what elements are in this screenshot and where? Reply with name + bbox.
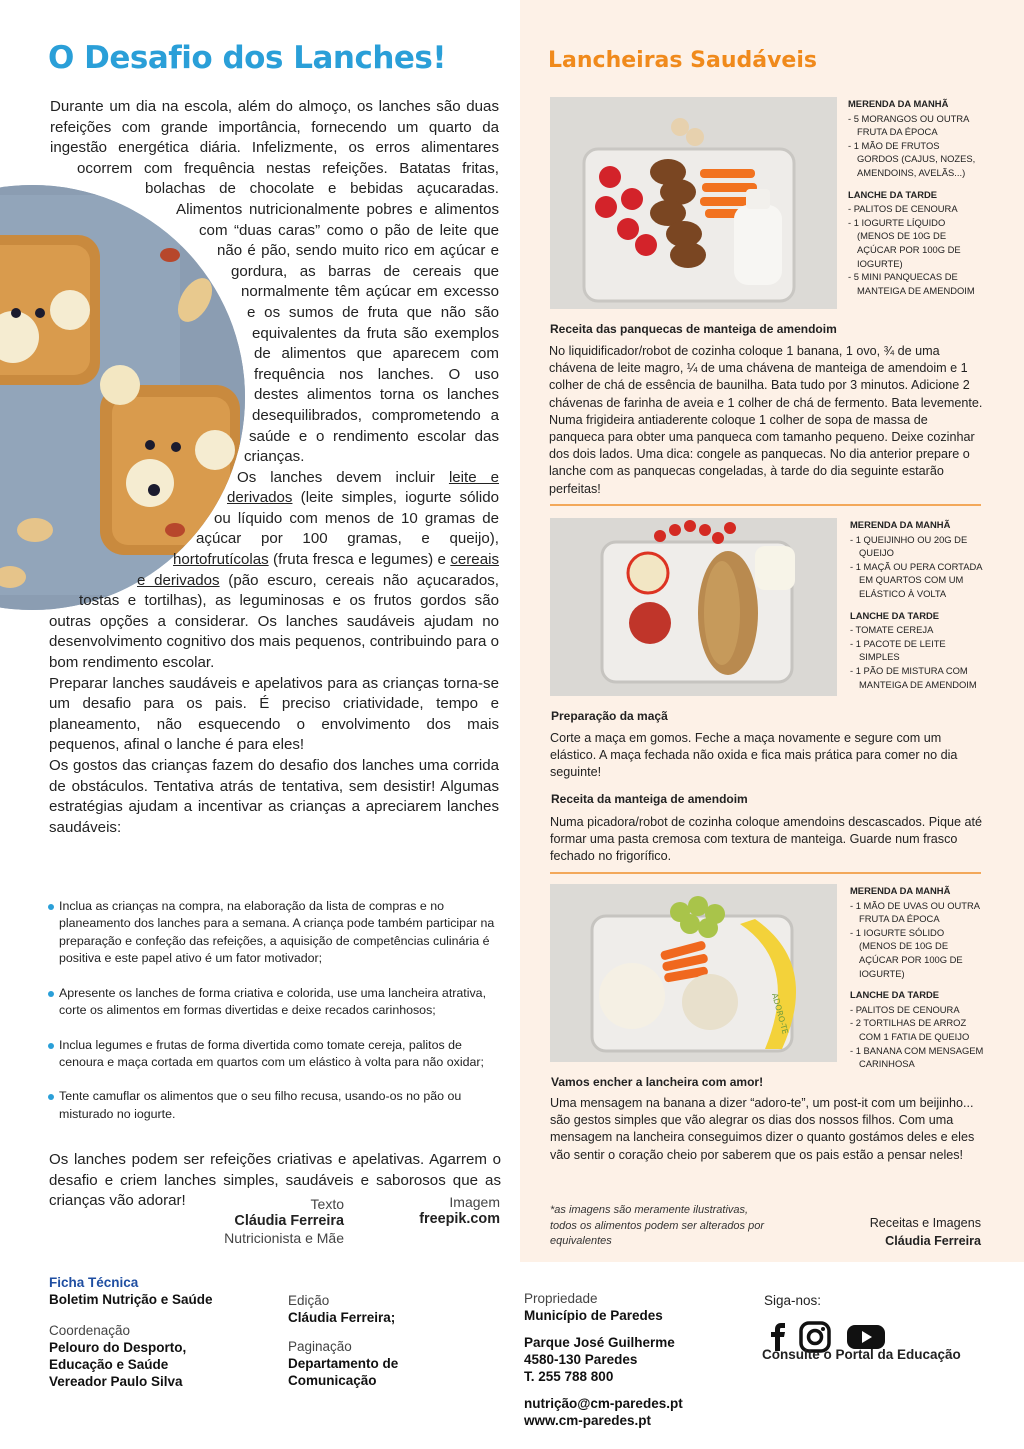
- menu-item: - 1 QUEIJINHO OU 20G DE QUEIJO: [850, 533, 968, 559]
- footer: [0, 1262, 1024, 1449]
- lunchbox-2-menu: [850, 518, 984, 691]
- list-item: [48, 898, 498, 967]
- phone: T. 255 788 800: [524, 1369, 614, 1384]
- property-label: Propriedade: [524, 1291, 598, 1306]
- social-label: Siga-nos:: [764, 1293, 822, 1308]
- list-item: [48, 1037, 498, 1072]
- author-role: Nutricionista e Mãe: [224, 1230, 344, 1246]
- morning-heading: MERENDA DA MANHÃ: [850, 519, 951, 530]
- education-portal-link[interactable]: Consulte o Portal da Educação: [762, 1347, 961, 1362]
- recipe-text: Numa picadora/robot de cozinha coloque amendoins descascados. Pique até formar uma pasta cremosa com textura de manteiga. Guarde num frasco fechado no frigorífico.: [550, 815, 982, 864]
- afternoon-heading: LANCHE DA TARDE: [848, 188, 938, 200]
- list-item-text: Inclua as crianças na compra, na elaboração da lista de compras e no planeamento dos lanches para a semana. A criança pode também participar na preparação e confeção das refeições, a aquisição de competências culinária é positiva e este papel ativo é um fator motivador;: [59, 899, 495, 965]
- lunchbox-photo-1: [550, 97, 837, 309]
- author-name: Cláudia Ferreira: [234, 1213, 344, 1229]
- website-link[interactable]: www.cm-paredes.pt: [524, 1413, 652, 1428]
- recipe-text: Uma mensagem na banana a dizer “adoro-te”, um post-it com um beijinho... são gestos simples que vão alegrar os dias dos nossos filhos. Com uma mensagem na lancheira conseguimos dizer o quanto gostámos deles e eles vão sentir o coração cheio por saberem que os pais estão a pensar neles!: [550, 1096, 975, 1162]
- credit-label: Texto: [310, 1196, 344, 1212]
- afternoon-heading: LANCHE DA TARDE: [850, 609, 940, 621]
- bulletin-name: Boletim Nutrição e Saúde: [49, 1292, 213, 1307]
- recipe-title: Receita da manteiga de amendoim: [551, 792, 748, 806]
- menu-item: - 2 TORTILHAS DE ARROZ COM 1 FATIA DE QUEIJO: [850, 1017, 970, 1042]
- para2-text-a: Os lanches devem incluir: [237, 468, 449, 486]
- credit-label: Receitas e Imagens: [869, 1216, 981, 1230]
- image-credit: [400, 1194, 500, 1228]
- lunchbox-photo-2: [550, 518, 837, 696]
- recipes-credit: [850, 1214, 981, 1250]
- para2-text-b: (leite simples, iogurte sólido ou líquido com menos de 10 gramas de açúcar por 100 gramas, e queijo),: [196, 489, 499, 548]
- address-line: 4580-130 Paredes: [524, 1352, 638, 1367]
- bullet-icon: [48, 904, 54, 910]
- menu-item: - 1 MÃO DE UVAS OU OUTRA FRUTA DA ÉPOCA: [850, 899, 980, 925]
- coordination-line: Vereador Paulo Silva: [49, 1374, 183, 1389]
- lunchbox-1-menu: [848, 97, 982, 297]
- recipe-title: Preparação da maçã: [551, 709, 668, 723]
- menu-item: - 1 MAÇÃ OU PERA CORTADA EM QUARTOS COM UM ELÁSTICO À VOLTA: [850, 560, 982, 599]
- lunchbox-photo-3: [550, 884, 837, 1062]
- layout-line: Comunicação: [288, 1373, 377, 1388]
- menu-item: - 1 BANANA COM MENSAGEM CARINHOSA: [850, 1044, 984, 1070]
- menu-item: - 1 MÃO DE FRUTOS GORDOS (CAJUS, NOZES, AMENDOINS, AVELÃS...): [848, 139, 976, 178]
- coordination-label: Coordenação: [49, 1323, 131, 1338]
- property-value: Município de Paredes: [524, 1308, 663, 1323]
- ficha-heading: Ficha Técnica: [49, 1275, 139, 1290]
- article-column: [0, 0, 520, 1262]
- coordination-line: Pelouro do Desporto,: [49, 1340, 187, 1355]
- recipe-text: Corte a maça em gomos. Feche a maça novamente e segure com um elástico. A maça fechada não oxida e fica mais prática para comer no dia seguinte!: [550, 731, 958, 780]
- address-line: Parque José Guilherme: [524, 1335, 675, 1350]
- closing-paragraph: Os lanches podem ser refeições criativas e apelativas. Agarrem o desafio e criem lanches simples, saudáveis e saborosos que as crianças vão adorar!: [49, 1151, 501, 1210]
- edition-value: Cláudia Ferreira;: [288, 1310, 396, 1325]
- menu-item: - TOMATE CEREJA: [850, 624, 934, 636]
- layout-label: Paginação: [288, 1339, 352, 1354]
- cereals-term: cereais e derivados: [137, 551, 499, 589]
- recipe-title: Receita das panquecas de manteiga de amendoim: [550, 322, 837, 336]
- menu-item: - 1 IOGURTE SÓLIDO (MENOS DE 10G DE AÇÚCAR POR 100G DE IOGURTE): [850, 926, 963, 979]
- list-item-text: Apresente os lanches de forma criativa e colorida, use uma lancheira atrativa, corte os alimentos em formas divertidas e deixe recados carinhosos;: [59, 986, 487, 1018]
- list-item-text: Tente camuflar os alimentos que o seu filho recusa, usando-os no pão ou misturado no iogurte.: [59, 1089, 462, 1121]
- afternoon-heading: LANCHE DA TARDE: [850, 989, 940, 1001]
- dairy-term: leite e derivados: [227, 468, 499, 507]
- image-disclaimer: *as imagens são meramente ilustrativas, todos os alimentos podem ser alterados por equivalentes: [550, 1204, 765, 1247]
- morning-heading: MERENDA DA MANHÃ: [850, 885, 951, 896]
- text-credit: [212, 1196, 344, 1247]
- strategies-list: [48, 898, 498, 1123]
- lunchbox-3-menu: [850, 884, 984, 1071]
- bullet-icon: [48, 1043, 54, 1049]
- lunchbox-column: [520, 0, 1024, 1262]
- recipe-text: No liquidificador/robot de cozinha coloque 1 banana, 1 ovo, ¾ de uma chávena de leite magro, ¼ de uma chávena de manteiga de amendoim e 1 colher de chá de essência de baunilha. Bata tudo por 3 minutos. Adicione 2 chávenas de farinha de aveia e 1 colher de chá de fermento. Bata levemente. Numa frigideira antiaderente coloque 1 colher de sopa de massa de panqueca para obter uma panqueca com tamanho pequeno. Deixe cozinhar dos dois lados. Uma dica: congele as panquecas. No dia anterior prepare o lanche com as panquecas congeladas, à tarde do dia seguinte estarão perfeitas!: [549, 344, 983, 496]
- footer-property: [524, 1290, 724, 1429]
- menu-item: - 1 PÃO DE MISTURA COM MANTEIGA DE AMENDOIM: [850, 664, 977, 690]
- para2-text-c: (fruta fresca e legumes) e: [268, 551, 451, 569]
- recipe-title: Vamos encher a lancheira com amor!: [551, 1075, 764, 1089]
- image-source: freepik.com: [419, 1211, 500, 1227]
- banana-message: ADORO-TE: [770, 992, 790, 1036]
- creativity-paragraph: Preparar lanches saudáveis e apelativos para as crianças torna-se um desafio para os pais. É preciso criatividade, tempo e planeamento, não esquecendo o envolvimento dos mais pequenos, afinal o lanche é para eles!: [49, 674, 499, 754]
- bullet-icon: [48, 1094, 54, 1100]
- edition-label: Edição: [288, 1293, 330, 1308]
- menu-item: - PALITOS DE CENOURA: [850, 1003, 960, 1015]
- list-item: [48, 985, 498, 1020]
- vegetables-term: hortofrutícolas: [173, 551, 269, 569]
- morning-heading: MERENDA DA MANHÃ: [848, 98, 949, 109]
- para2-text-d: (pão escuro, cereais não açucarados, tostas e tortilhas), as leguminosas e os frutos gordos são outras opções a considerar. Os lanches saudáveis ajudam no desenvolvimento cognitivo dos mais pequenos, contribuindo para o bom rendimento escolar.: [49, 571, 499, 672]
- list-item-text: Inclua legumes e frutas de forma divertida como tomate cereja, palitos de cenoura e maça cortada em quartos com um elástico à volta para não oxidar;: [59, 1037, 484, 1070]
- section-title: Lancheiras Saudáveis: [548, 48, 817, 73]
- section-divider: [550, 504, 981, 506]
- list-item: [48, 1088, 498, 1123]
- menu-item: - 5 MORANGOS OU OUTRA FRUTA DA ÉPOCA: [848, 112, 969, 138]
- page-title: O Desafio dos Lanches!: [48, 40, 447, 76]
- coordination-line: Educação e Saúde: [49, 1357, 169, 1372]
- article-body: [49, 97, 499, 838]
- email-link[interactable]: nutrição@cm-paredes.pt: [524, 1396, 683, 1411]
- intro-paragraph: Durante um dia na escola, além do almoço, os lanches são duas refeições com grande importância, fornecendo um quarto da ingestão energética diária. Infelizmente, os erros alimentares ocorrem com frequência nestas refeições. Batatas fritas, bolachas de chocolate e bebidas açucaradas. Alimentos nutricionalmente pobres e alimentos com “duas caras” como o pão de leite que não é pão, sendo muito rico em açúcar e gordura, as barras de cereais que normalmente têm açúcar em excesso e os sumos de fruta que não são equivalentes da fruta são exemplos de alimentos que aparecem com frequência nos lanches. O uso destes alimentos torna os lanches desequilibrados, comprometendo a saúde e o rendimento escolar das crianças.: [50, 98, 499, 466]
- credit-name: Cláudia Ferreira: [885, 1234, 981, 1248]
- section-divider: [550, 872, 981, 874]
- footer-edition: [288, 1292, 488, 1389]
- footer-technical: [49, 1274, 249, 1390]
- menu-item: - 5 MINI PANQUECAS DE MANTEIGA DE AMENDOIM: [848, 271, 975, 296]
- bullet-icon: [48, 991, 54, 997]
- menu-item: - 1 IOGURTE LÍQUIDO (MENOS DE 10G DE AÇÚCAR POR 100G DE IOGURTE): [848, 216, 961, 269]
- menu-item: - PALITOS DE CENOURA: [848, 203, 958, 215]
- credit-label: Imagem: [449, 1194, 500, 1210]
- strategies-paragraph: Os gostos das crianças fazem do desafio dos lanches uma corrida de obstáculos. Tentativa atrás de tentativa, sem desistir! Algumas estratégias ajudam a incentivar as crianças a apreciarem lanches saudáveis:: [49, 757, 499, 836]
- layout-line: Departamento de: [288, 1356, 399, 1371]
- menu-item: - 1 PACOTE DE LEITE SIMPLES: [850, 637, 946, 663]
